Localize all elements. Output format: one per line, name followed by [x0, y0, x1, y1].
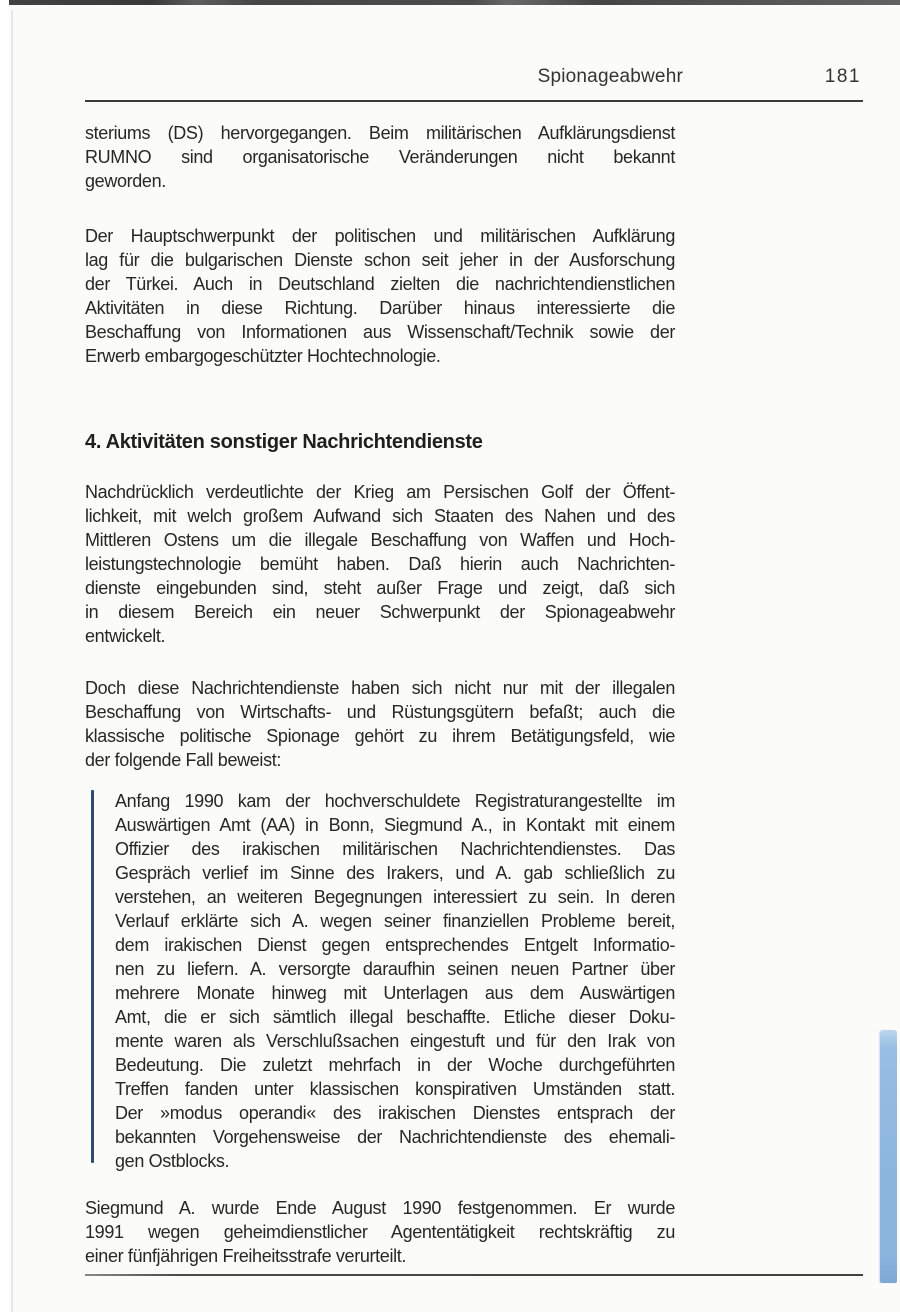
text-line: klassische politische Spionage gehört zu ihrem Betätigungsfeld, wie [85, 726, 675, 746]
running-header-title: Spionageabwehr [537, 66, 683, 87]
text-line: Amt, die er sich sämtlich illegal beschaffte. Etliche dieser Doku- [115, 1007, 675, 1027]
section-heading: 4. Aktivitäten sonstiger Nachrichtendienste [85, 431, 483, 453]
paragraph-continuation [85, 121, 675, 193]
text-line: verstehen, an weiteren Begegnungen interessiert zu sein. In deren [115, 887, 675, 907]
text-line: steriums (DS) hervorgegangen. Beim militärischen Aufklärungsdienst [85, 123, 675, 143]
running-header [85, 66, 863, 92]
text-line: Der Hauptschwerpunkt der politischen und militärischen Aufklärung [85, 226, 675, 246]
text-line: der Türkei. Auch in Deutschland zielten die nachrichtendienstlichen [85, 274, 675, 294]
paragraph-gulf-war [85, 480, 675, 648]
text-line: Offizier des irakischen militärischen Nachrichtendienstes. Das [115, 839, 675, 859]
text-line: Verlauf erklärte sich A. wegen seiner finanziellen Probleme bereit, [115, 911, 675, 931]
text-line: in diesem Bereich ein neuer Schwerpunkt der Spionageabwehr [85, 602, 675, 622]
text-line: 1991 wegen geheimdienstlicher Agententätigkeit rechtskräftig zu [85, 1222, 675, 1242]
text-line: dienste eingebunden sind, steht außer Frage und zeigt, daß sich [85, 578, 675, 598]
text-line: Bedeutung. Die zuletzt mehrfach in der Woche durchgeführten [115, 1055, 675, 1075]
text-line: Siegmund A. wurde Ende August 1990 festgenommen. Er wurde [85, 1198, 675, 1218]
paragraph-bulgarian-services [85, 224, 675, 368]
text-line: leistungstechnologie bemüht haben. Daß hierin auch Nachrichten- [85, 554, 675, 574]
text-line: Aktivitäten in diese Richtung. Darüber hinaus interessierte die [85, 298, 675, 318]
text-line: lichkeit, mit welch großem Aufwand sich Staaten des Nahen und des [85, 506, 675, 526]
blockquote-marker-bar [91, 790, 94, 1163]
text-line: mehrere Monate hinweg mit Unterlagen aus dem Auswärtigen [115, 983, 675, 1003]
page-number: 181 [824, 66, 861, 87]
text-line: entwickelt. [85, 626, 166, 646]
text-line: RUMNO sind organisatorische Veränderungen nicht bekannt [85, 147, 675, 167]
text-line: Beschaffung von Informationen aus Wissenschaft/Technik sowie der [85, 322, 675, 342]
text-line: Treffen fanden unter klassischen konspirativen Umständen statt. [115, 1079, 675, 1099]
text-line: Mittleren Ostens um die illegale Beschaffung von Waffen und Hoch- [85, 530, 675, 550]
text-line: Anfang 1990 kam der hochverschuldete Registraturangestellte im [115, 791, 675, 811]
paragraph-verdict [85, 1196, 675, 1268]
text-line: Beschaffung von Wirtschafts- und Rüstungsgütern befaßt; auch die [85, 702, 675, 722]
text-line: der folgende Fall beweist: [85, 750, 282, 770]
text-line: geworden. [85, 171, 166, 191]
scan-left-margin-strip [0, 0, 9, 1312]
paragraph-classic-espionage [85, 676, 675, 772]
text-line: mente waren als Verschlußsachen eingestuft und für den Irak von [115, 1031, 675, 1051]
text-line: gen Ostblocks. [115, 1151, 230, 1171]
text-line: bekannten Vorgehensweise der Nachrichtendienste des ehemali- [115, 1127, 675, 1147]
text-line: Auswärtigen Amt (AA) in Bonn, Siegmund A., in Kontakt mit einem [115, 815, 675, 835]
text-line: Der »modus operandi« des irakischen Dienstes entsprach der [115, 1103, 675, 1123]
text-line: Nachdrücklich verdeutlichte der Krieg am Persischen Golf der Öffent- [85, 482, 675, 502]
footer-rule [85, 1274, 863, 1276]
case-study-blockquote [85, 789, 675, 1173]
bookmark-tab [880, 1030, 897, 1283]
text-line: lag für die bulgarischen Dienste schon seit jeher in der Ausforschung [85, 250, 675, 270]
text-line: dem irakischen Dienst gegen entsprechendes Entgelt Informatio- [115, 935, 675, 955]
header-rule [85, 100, 863, 102]
text-line: einer fünfjährigen Freiheitsstrafe verurteilt. [85, 1246, 407, 1266]
text-line: Doch diese Nachrichtendienste haben sich nicht nur mit der illegalen [85, 678, 675, 698]
scan-top-edge-bar [9, 0, 900, 5]
text-line: Erwerb embargogeschützter Hochtechnologie. [85, 346, 441, 366]
text-line: nen zu liefern. A. versorgte daraufhin seinen neuen Partner über [115, 959, 675, 979]
text-line: Gespräch verlief im Sinne des Irakers, und A. gab schließlich zu [115, 863, 675, 883]
page-edge-line [11, 10, 13, 1312]
